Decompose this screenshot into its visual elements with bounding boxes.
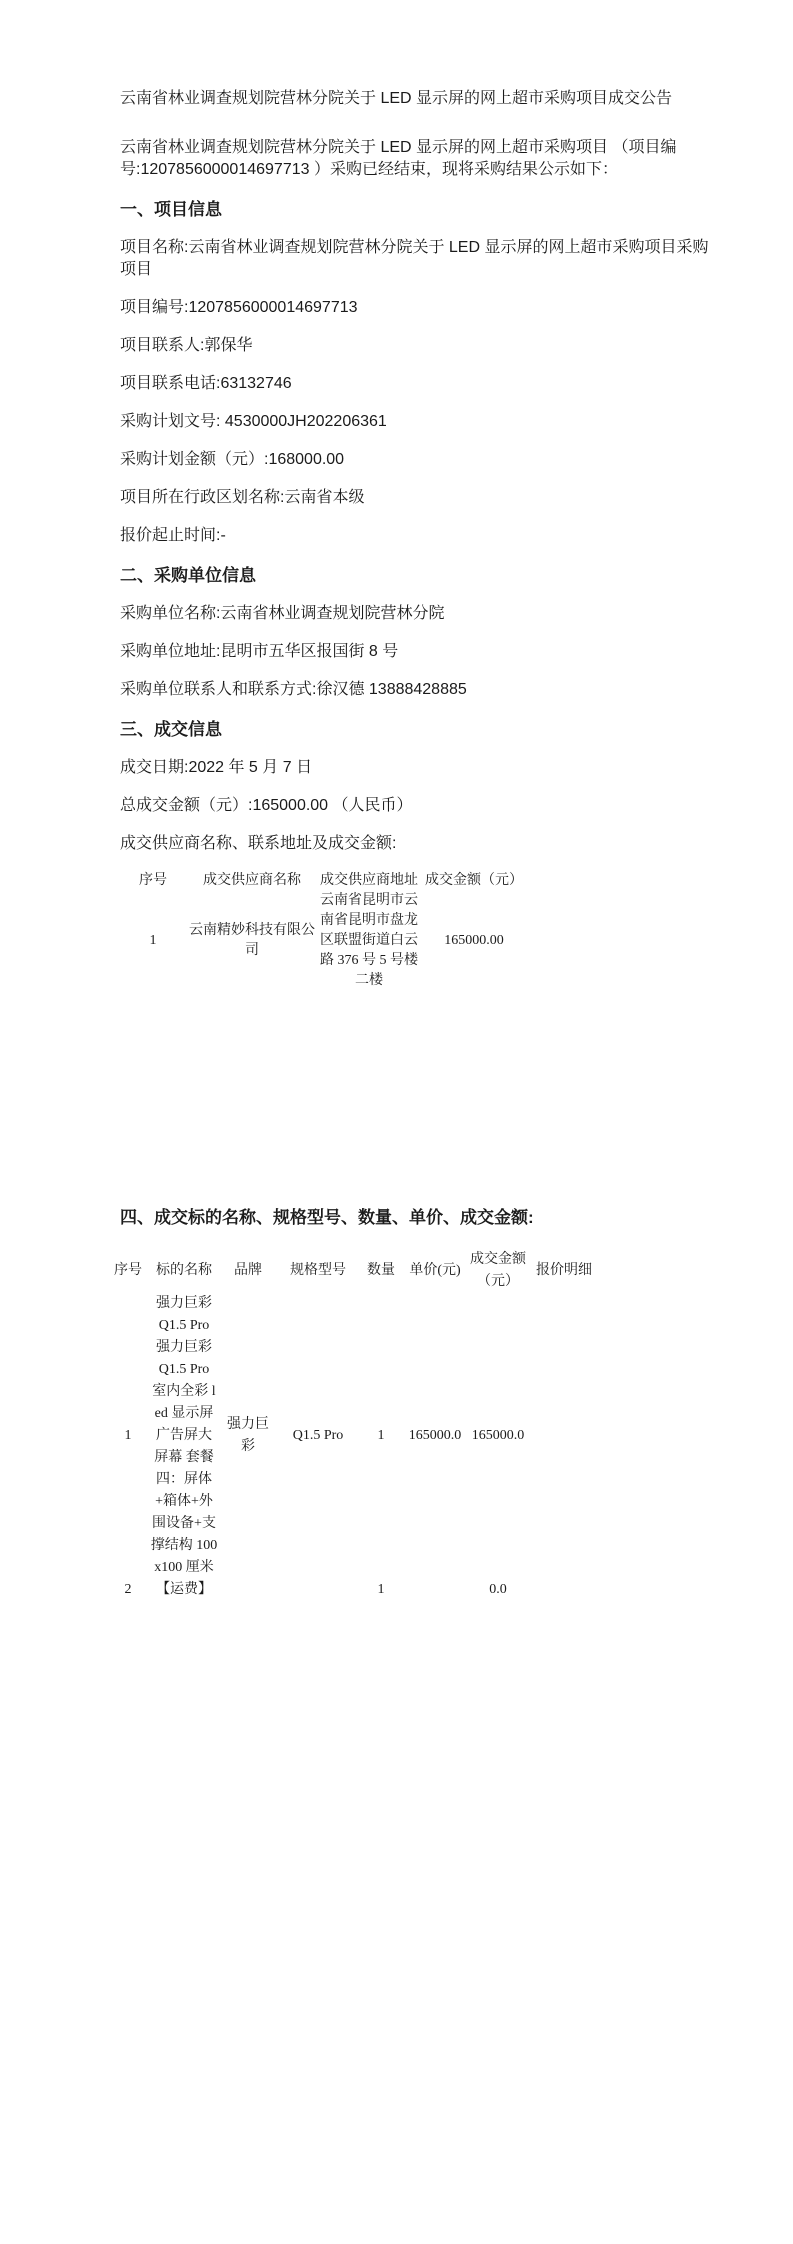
header-award-amount: 成交金额（元） <box>470 1252 526 1289</box>
header-brand: 品牌 <box>234 1263 262 1278</box>
intro-paragraph: 云南省林业调查规划院营林分院关于 LED 显示屏的网上超市采购项目 （项目编号:1207856000014697713 ）采购已经结束，现将采购结果公示如下： <box>120 139 677 178</box>
field-buyer-address: 采购单位地址:昆明市五华区报国街 8 号 <box>120 643 399 660</box>
section-project-info-heading: 一、项目信息 <box>120 200 222 219</box>
cell-brand <box>220 1579 276 1601</box>
cell-quantity: 1 <box>377 1582 385 1597</box>
supplier-table-header-row <box>120 871 528 891</box>
field-plan-document-number: 采购计划文号: 4530000JH202206361 <box>120 413 387 430</box>
cell-model: Q1.5 Pro <box>292 1428 344 1443</box>
cell-award-amount: 165000.0 <box>471 1428 525 1443</box>
cell-brand: 强力巨彩 <box>227 1417 269 1454</box>
field-buyer-contact: 采购单位联系人和联系方式:徐汉德 13888428885 <box>120 681 467 698</box>
field-admin-region: 项目所在行政区划名称:云南省本级 <box>120 489 365 506</box>
field-quote-period: 报价起止时间:- <box>120 527 226 544</box>
field-project-phone: 项目联系电话:63132746 <box>120 375 292 392</box>
field-project-number: 项目编号:1207856000014697713 <box>120 299 358 316</box>
supplier-table-caption: 成交供应商名称、联系地址及成交金额: <box>120 835 397 852</box>
header-quote-detail: 报价明细 <box>536 1263 592 1278</box>
award-items-table <box>108 1249 600 1601</box>
header-model: 规格型号 <box>290 1263 346 1278</box>
header-award-amount: 成交金额（元） <box>425 873 523 888</box>
cell-item-name: 【运费】 <box>156 1582 212 1597</box>
supplier-table-row <box>120 891 528 991</box>
field-award-date: 成交日期:2022 年 5 月 7 日 <box>120 759 313 776</box>
header-supplier-name: 成交供应商名称 <box>203 873 301 888</box>
header-unit-price: 单价(元) <box>409 1263 461 1278</box>
field-buyer-name: 采购单位名称:云南省林业调查规划院营林分院 <box>120 605 445 622</box>
cell-supplier-name: 云南精妙科技有限公司 <box>189 923 315 958</box>
section-award-info-heading: 三、成交信息 <box>120 720 222 739</box>
header-item-name: 标的名称 <box>156 1263 212 1278</box>
cell-item-name: 强力巨彩 Q1.5 Pro 强力巨彩 Q1.5 Pro 室内全彩 led 显示屏广告屏大屏幕 套餐四：屏体+箱体+外围设备+支撑结构 100x100 厘米 <box>150 1296 218 1575</box>
cell-unit-price: 165000.0 <box>408 1428 462 1443</box>
section-award-items-heading: 四、成交标的名称、规格型号、数量、单价、成交金额: <box>120 1208 534 1227</box>
header-supplier-address: 成交供应商地址 <box>320 873 418 888</box>
cell-serial-number: 1 <box>124 1428 132 1443</box>
header-quantity: 数量 <box>367 1263 395 1278</box>
cell-model <box>276 1579 360 1601</box>
cell-quote-detail <box>528 1579 600 1601</box>
field-plan-amount: 采购计划金额（元）:168000.00 <box>120 451 345 468</box>
field-project-name: 项目名称:云南省林业调查规划院营林分院关于 LED 显示屏的网上超市采购项目采购项目 <box>120 239 709 278</box>
items-table-row-2 <box>108 1579 600 1601</box>
cell-quote-detail <box>528 1293 600 1579</box>
cell-unit-price <box>402 1579 468 1601</box>
cell-quantity: 1 <box>377 1428 385 1443</box>
header-serial-number: 序号 <box>114 1263 142 1278</box>
cell-serial-number: 1 <box>149 933 157 948</box>
items-table-row-1 <box>108 1293 600 1579</box>
field-project-contact: 项目联系人:郭保华 <box>120 337 253 354</box>
supplier-table <box>120 871 528 991</box>
items-table-header-row <box>108 1249 600 1293</box>
field-total-award-amount: 总成交金额（元）:165000.00 （人民币） <box>120 797 413 814</box>
cell-serial-number: 2 <box>124 1582 132 1597</box>
cell-award-amount: 165000.00 <box>444 933 504 948</box>
section-buyer-info-heading: 二、采购单位信息 <box>120 566 256 585</box>
cell-supplier-address: 云南省昆明市云南省昆明市盘龙区联盟街道白云路 376 号 5 号楼二楼 <box>320 893 418 988</box>
cell-award-amount: 0.0 <box>489 1582 507 1597</box>
document-title: 云南省林业调查规划院营林分院关于 LED 显示屏的网上超市采购项目成交公告 <box>120 90 673 107</box>
header-serial-number: 序号 <box>139 873 167 888</box>
